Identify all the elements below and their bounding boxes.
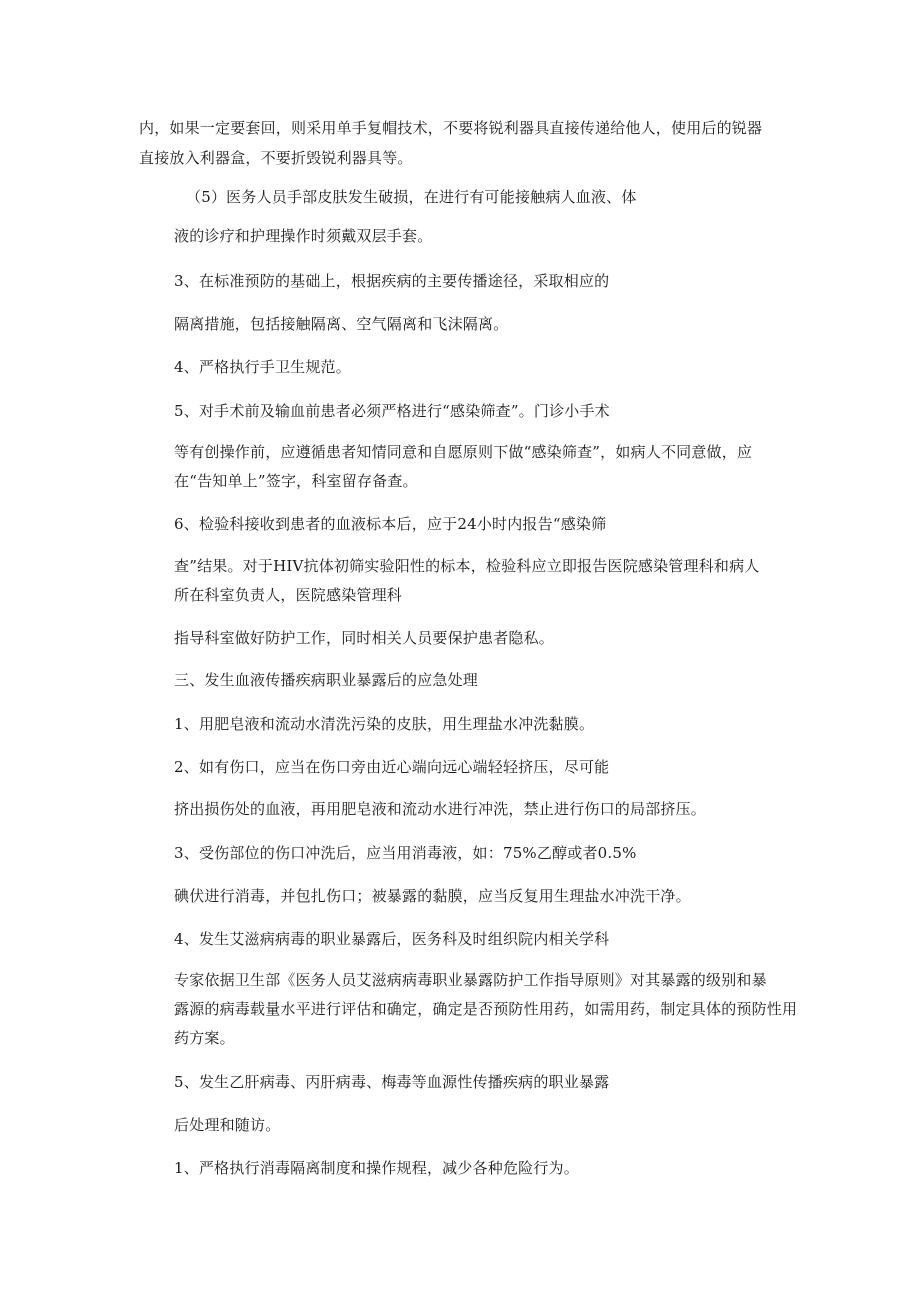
- paragraph-line: 内，如果一定要套回，则采用单手复帽技术，不要将锐利器具直接传递给他人，使用后的锐器: [139, 119, 763, 137]
- paragraph-line: 药方案。: [174, 1029, 235, 1047]
- paragraph-line: 后处理和随访。: [174, 1116, 281, 1134]
- paragraph-line: 5、对手术前及输血前患者必须严格进行“感染筛查”。门诊小手术: [174, 402, 610, 420]
- paragraph-line: 所在科室负责人，医院感染管理科: [174, 586, 403, 604]
- paragraph-line: 3、在标准预防的基础上，根据疾病的主要传播途径，采取相应的: [174, 272, 610, 290]
- paragraph-line: 2、如有伤口，应当在伤口旁由近心端向远心端轻轻挤压，尽可能: [174, 758, 610, 776]
- paragraph-line: 碘伏进行消毒，并包扎伤口；被暴露的黏膜，应当反复用生理盐水冲洗干净。: [174, 887, 691, 905]
- paragraph-line: 3、受伤部位的伤口冲洗后，应当用消毒液，如：75%乙醇或者0.5%: [174, 844, 637, 862]
- paragraph-line: 等有创操作前，应遵循患者知情同意和自愿原则下做“感染筛查”，如病人不同意做，应: [174, 443, 753, 461]
- paragraph-line: 隔离措施，包括接触隔离、空气隔离和飞沫隔离。: [174, 315, 509, 333]
- paragraph-line: 6、检验科接收到患者的血液标本后，应于24小时内报告“感染筛: [174, 515, 607, 533]
- paragraph-line: 液的诊疗和护理操作时须戴双层手套。: [174, 227, 433, 245]
- paragraph-line: 露源的病毒载量水平进行评估和确定，确定是否预防性用药，如需用药，制定具体的预防性用: [174, 1000, 798, 1018]
- section-heading: 三、发生血液传播疾病职业暴露后的应急处理: [174, 671, 479, 689]
- paragraph-line: 在“告知单上”签字，科室留存备查。: [174, 472, 418, 490]
- paragraph-line: 挤出损伤处的血液，再用肥皂液和流动水进行冲洗，禁止进行伤口的局部挤压。: [174, 800, 707, 818]
- paragraph-line: 4、发生艾滋病病毒的职业暴露后，医务科及时组织院内相关学科: [174, 930, 610, 948]
- paragraph-line: （5）医务人员手部皮肤发生破损，在进行有可能接触病人血液、体: [186, 188, 637, 206]
- paragraph-line: 4、严格执行手卫生规范。: [174, 358, 351, 376]
- paragraph-line: 直接放入利器盒，不要折毁锐利器具等。: [139, 149, 413, 167]
- paragraph-line: 1、用肥皂液和流动水清洗污染的皮肤，用生理盐水冲洗黏膜。: [174, 715, 595, 733]
- paragraph-line: 专家依据卫生部《医务人员艾滋病病毒职业暴露防护工作指导原则》对其暴露的级别和暴: [174, 971, 767, 989]
- paragraph-line: 5、发生乙肝病毒、丙肝病毒、梅毒等血源性传播疾病的职业暴露: [174, 1073, 610, 1091]
- paragraph-line: 查”结果。对于HIV抗体初筛实验阳性的标本，检验科应立即报告医院感染管理科和病人: [174, 557, 760, 575]
- paragraph-line: 1、严格执行消毒隔离制度和操作规程，减少各种危险行为。: [174, 1159, 579, 1177]
- paragraph-line: 指导科室做好防护工作，同时相关人员要保护患者隐私。: [174, 629, 555, 647]
